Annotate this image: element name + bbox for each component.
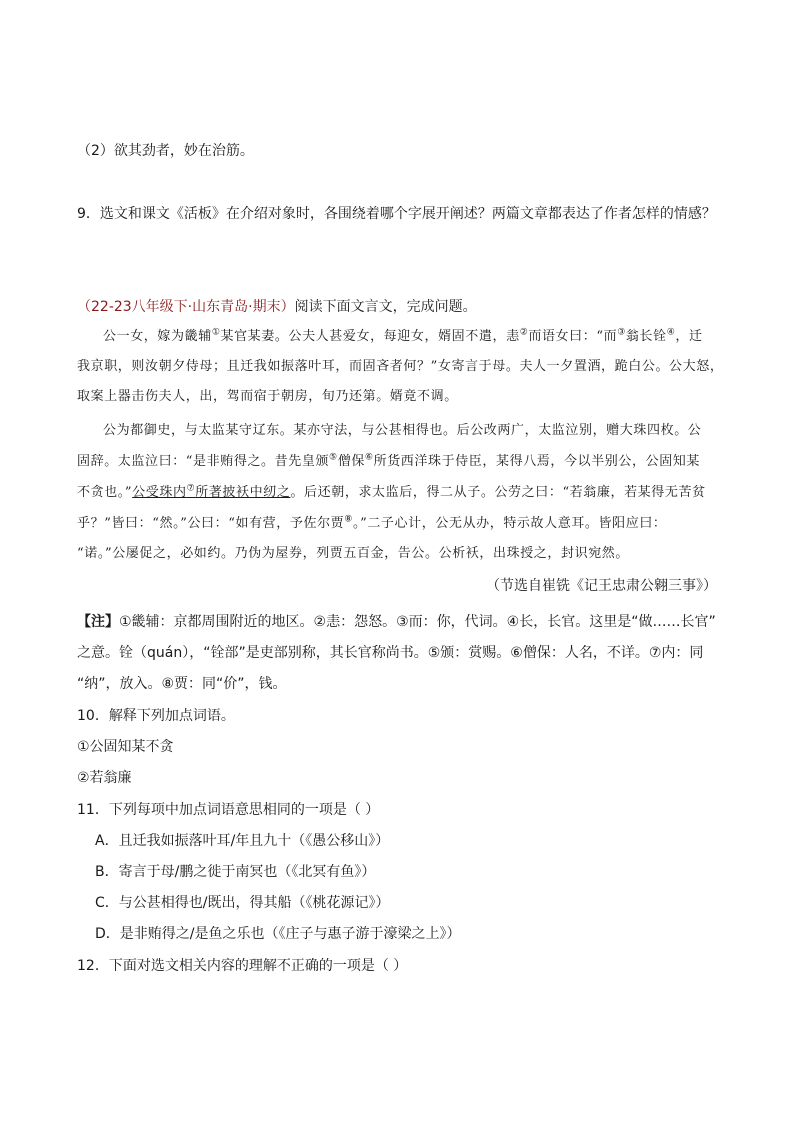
question-8-item-2: （2）欲其劲者，妙在治筋。 — [77, 143, 254, 159]
passage-p1-line-1: 公一女，嫁为畿辅①某官某妻。公夫人甚爱女，每迎女，婿固不遣，恚②而语女曰：“而③翁长铨④，迁 — [103, 327, 703, 344]
notes-line-3: “纳”，放入。⑧贾：同“价”，钱。 — [77, 676, 287, 692]
passage-p1-line-3: 取案上器击伤夫人，出，驾而宿于朝房，旬乃还第。婿竟不调。 — [77, 389, 458, 404]
question-10-item-2: ②若翁廉 — [77, 770, 132, 786]
question-11-stem: 11．下列每项中加点词语意思相同的一项是（ ） — [77, 802, 380, 818]
question-12-stem: 12．下面对选文相关内容的理解不正确的一项是（ ） — [77, 958, 408, 974]
passage-p2-line-1: 公为都御史，与太监某守辽东。某亦守法，与公甚相得也。后公改两广，太监泣别，赠大珠四枚。公 — [103, 423, 702, 438]
notes-line-2: 之意。铨（quán），“铨部”是吏部别称，其长官称尚书。⑤颁：赏赐。⑥僧保：人名，不详。⑦内：同 — [77, 645, 704, 661]
section-instruction: 阅读下面文言文，完成问题。 — [294, 299, 477, 315]
section-header — [77, 297, 477, 317]
passage-p2-line-5: “诺。”公屡促之，必如约。乃伪为屋券，列贾五百金，告公。公析袄，出珠授之，封识宛然。 — [77, 546, 629, 561]
source-tag: （22-23八年级下·山东青岛·期末） — [77, 299, 295, 315]
notes-label: 【注】 — [77, 614, 119, 630]
question-9: 9．选文和课文《活板》在介绍对象时，各围绕着哪个字展开阐述？两篇文章都表达了作者怎样的情感？ — [77, 206, 716, 222]
passage-p2-line-3: 不贪也。”公受珠内⑦所著披袄中纫之。后还朝，求太监后，得二从子。公劳之曰：“若翁廉，若某得无苦贫 — [77, 483, 706, 500]
passage-p1-line-2: 我京职，则汝朝夕侍母；且迁我如振落叶耳，而固吝者何？”女寄言于母。夫人一夕置酒，跪白公。公大怒， — [77, 359, 724, 374]
question-10-item-1: ①公固知某不贪 — [77, 739, 174, 755]
question-11-option-c: C．与公甚相得也/既出，得其船（《桃花源记》） — [95, 895, 390, 911]
question-10-stem: 10．解释下列加点词语。 — [77, 708, 235, 724]
passage-p2-line-4: 乎？”皆曰：“然。”公曰：“如有营，予佐尔贾⑧。”二子心计，公无从办，特示故人意耳。皆阳应曰： — [77, 514, 667, 531]
underlined-sentence: 公受珠内⑦所著披袄中纫之 — [132, 483, 291, 500]
passage-source: （节选自崔铣《记王忠肃公翱三事》） — [486, 578, 717, 594]
question-11-option-b: B．寄言于母/鹏之徙于南冥也（《北冥有鱼》） — [95, 864, 376, 880]
question-11-option-d: D．是非贿得之/是鱼之乐也（《庄子与惠子游于濠梁之上》） — [95, 926, 461, 942]
question-11-option-a: A．且迁我如振落叶耳/年且九十（《愚公移山》） — [95, 833, 390, 849]
passage-p2-line-2: 固辞。太监泣曰：“是非贿得之。昔先皇颁⑤僧保⑥所货西洋珠于侍臣，某得八焉，今以半别公，公固知某 — [77, 452, 700, 469]
notes-line-1: 【注】①畿辅：京都周围附近的地区。②恚：怨怒。③而：你，代词。④长，长官。这里是“做……长官” — [77, 614, 716, 630]
